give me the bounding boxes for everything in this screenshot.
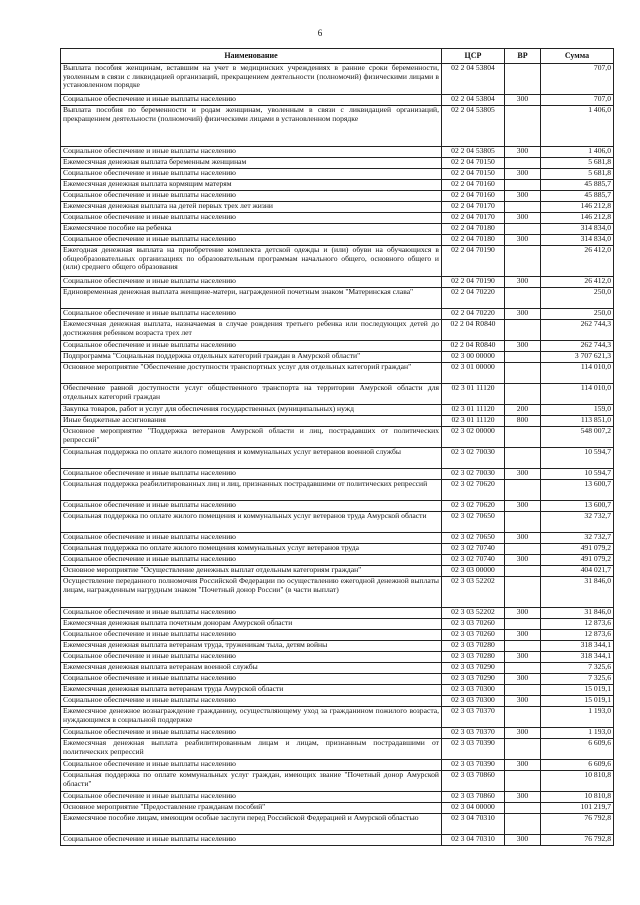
row-csr: 02 3 03 70280 (442, 641, 505, 652)
table-row (61, 363, 614, 384)
row-vr (505, 739, 541, 760)
row-name: Социальное обеспечение и иные выплаты населению (61, 835, 442, 846)
budget-table (60, 48, 614, 846)
row-name: Основное мероприятие "Поддержка ветеранов Амурской области и лиц, пострадавших от политических репрессий" (61, 427, 442, 448)
table-row (61, 147, 614, 158)
row-vr: 300 (505, 835, 541, 846)
row-csr: 02 2 04 70190 (442, 277, 505, 288)
row-name: Социальное обеспечение и иные выплаты населению (61, 277, 442, 288)
row-csr: 02 3 03 52202 (442, 608, 505, 619)
row-csr: 02 3 04 00000 (442, 803, 505, 814)
row-vr (505, 288, 541, 309)
row-name: Социальное обеспечение и иные выплаты населению (61, 674, 442, 685)
row-sum: 250,0 (541, 309, 614, 320)
table-row (61, 106, 614, 147)
row-csr: 02 2 04 70190 (442, 246, 505, 277)
row-sum: 15 019,1 (541, 696, 614, 707)
table-row (61, 277, 614, 288)
header-vr: ВР (505, 49, 541, 64)
row-vr: 200 (505, 405, 541, 416)
row-vr (505, 320, 541, 341)
row-name: Социальное обеспечение и иные выплаты населению (61, 630, 442, 641)
table-row (61, 533, 614, 544)
row-sum: 7 325,6 (541, 663, 614, 674)
row-csr: 02 3 03 70280 (442, 652, 505, 663)
row-sum: 1 406,0 (541, 106, 614, 147)
row-name: Ежемесячная денежная выплата почетным донорам Амурской области (61, 619, 442, 630)
row-csr: 02 2 04 70160 (442, 180, 505, 191)
row-sum: 10 810,8 (541, 771, 614, 792)
row-sum: 13 600,7 (541, 480, 614, 501)
row-vr (505, 352, 541, 363)
row-vr (505, 619, 541, 630)
table-row (61, 771, 614, 792)
row-sum: 1 406,0 (541, 147, 614, 158)
row-name: Социальное обеспечение и иные выплаты населению (61, 469, 442, 480)
row-vr: 300 (505, 760, 541, 771)
row-csr: 02 2 04 70180 (442, 224, 505, 235)
row-name: Осуществление переданного полномочия Российской Федерации по осуществлению ежегодной денежной выплаты лицам, награжденным нагрудным знаком "Почетный донор России" (в части выплат) (61, 577, 442, 608)
table-row (61, 707, 614, 728)
row-csr: 02 2 04 70150 (442, 158, 505, 169)
row-sum: 250,0 (541, 288, 614, 309)
table-row (61, 630, 614, 641)
row-name: Социальное обеспечение и иные выплаты населению (61, 147, 442, 158)
row-name: Социальное обеспечение и иные выплаты населению (61, 652, 442, 663)
row-vr: 300 (505, 630, 541, 641)
table-row (61, 803, 614, 814)
row-sum: 45 885,7 (541, 191, 614, 202)
row-vr (505, 384, 541, 405)
row-vr: 300 (505, 235, 541, 246)
table-row (61, 309, 614, 320)
row-csr: 02 3 04 70310 (442, 835, 505, 846)
row-name: Социальное обеспечение и иные выплаты населению (61, 235, 442, 246)
table-row (61, 480, 614, 501)
row-name: Ежегодная денежная выплата на приобретение комплекта детской одежды и (или) обуви на обучающихся в общеобразовательных организациях по образовательным программам начального общего, основного общего и (или) среднего общего образования (61, 246, 442, 277)
table-row (61, 169, 614, 180)
row-sum: 10 810,8 (541, 792, 614, 803)
row-vr: 300 (505, 674, 541, 685)
row-csr: 02 2 04 70170 (442, 213, 505, 224)
table-row (61, 555, 614, 566)
row-sum: 26 412,0 (541, 246, 614, 277)
row-vr: 300 (505, 533, 541, 544)
row-name: Социальная поддержка реабилитированных лиц и лиц, признанных пострадавшими от политических репрессий (61, 480, 442, 501)
row-sum: 31 846,0 (541, 577, 614, 608)
table-row (61, 64, 614, 95)
row-sum: 491 079,2 (541, 555, 614, 566)
row-vr (505, 663, 541, 674)
table-row (61, 180, 614, 191)
row-csr: 02 2 04 R0840 (442, 341, 505, 352)
row-name: Социальное обеспечение и иные выплаты населению (61, 608, 442, 619)
row-csr: 02 3 02 70030 (442, 448, 505, 469)
row-name: Социальное обеспечение и иные выплаты населению (61, 555, 442, 566)
row-sum: 114 010,0 (541, 363, 614, 384)
table-row (61, 384, 614, 405)
row-sum: 318 344,1 (541, 641, 614, 652)
row-sum: 32 732,7 (541, 533, 614, 544)
table-row (61, 577, 614, 608)
row-csr: 02 3 04 70310 (442, 814, 505, 835)
row-name: Ежемесячная денежная выплата ветеранам труда Амурской области (61, 685, 442, 696)
row-vr: 300 (505, 469, 541, 480)
row-name: Социальное обеспечение и иные выплаты населению (61, 309, 442, 320)
table-row (61, 416, 614, 427)
row-name: Выплата пособия женщинам, вставшим на учет в медицинских учреждениях в ранние сроки беременности, уволенным в связи с ликвидацией организаций, прекращением деятельности (полномочий) физическими лицами в установленном порядке (61, 64, 442, 95)
row-sum: 101 219,7 (541, 803, 614, 814)
row-csr: 02 2 04 70180 (442, 235, 505, 246)
row-name: Социальное обеспечение и иные выплаты населению (61, 792, 442, 803)
row-name: Социальная поддержка по оплате коммунальных услуг граждан, имеющих звание "Почетный донор Амурской области" (61, 771, 442, 792)
row-name: Ежемесячная денежная выплата ветеранам военной службы (61, 663, 442, 674)
row-csr: 02 3 00 00000 (442, 352, 505, 363)
row-vr: 300 (505, 213, 541, 224)
row-sum: 113 851,0 (541, 416, 614, 427)
row-vr (505, 577, 541, 608)
table-row (61, 728, 614, 739)
table-row (61, 501, 614, 512)
row-name: Социальное обеспечение и иные выплаты населению (61, 728, 442, 739)
row-name: Социальное обеспечение и иные выплаты населению (61, 696, 442, 707)
row-sum: 26 412,0 (541, 277, 614, 288)
row-name: Социальное обеспечение и иные выплаты населению (61, 533, 442, 544)
row-vr: 300 (505, 652, 541, 663)
row-name: Основное мероприятие "Осуществление денежных выплат отдельным категориям граждан" (61, 566, 442, 577)
row-sum: 491 079,2 (541, 544, 614, 555)
row-vr: 800 (505, 416, 541, 427)
row-vr: 300 (505, 501, 541, 512)
row-vr (505, 158, 541, 169)
row-sum: 15 019,1 (541, 685, 614, 696)
row-csr: 02 2 04 53804 (442, 95, 505, 106)
row-csr: 02 3 03 70290 (442, 674, 505, 685)
table-row (61, 405, 614, 416)
row-name: Социальное обеспечение и иные выплаты населению (61, 95, 442, 106)
row-csr: 02 2 04 70220 (442, 288, 505, 309)
row-name: Ежемесячная денежная выплата кормящим матерям (61, 180, 442, 191)
row-vr (505, 771, 541, 792)
row-name: Основное мероприятие "Обеспечение доступности транспортных услуг для отдельных категорий граждан" (61, 363, 442, 384)
row-csr: 02 3 03 70860 (442, 792, 505, 803)
row-vr: 300 (505, 147, 541, 158)
row-vr (505, 803, 541, 814)
row-csr: 02 3 02 70650 (442, 512, 505, 533)
row-sum: 314 834,0 (541, 235, 614, 246)
row-sum: 318 344,1 (541, 652, 614, 663)
row-vr: 300 (505, 555, 541, 566)
row-name: Социальная поддержка по оплате жилого помещения и коммунальных услуг ветеранов труда Амурской области (61, 512, 442, 533)
row-sum: 10 594,7 (541, 448, 614, 469)
row-vr (505, 707, 541, 728)
row-name: Ежемесячная денежная выплата ветеранам труда, труженикам тыла, детям войны (61, 641, 442, 652)
table-row (61, 641, 614, 652)
header-name: Наименование (61, 49, 442, 64)
row-sum: 1 193,0 (541, 728, 614, 739)
row-sum: 1 193,0 (541, 707, 614, 728)
row-csr: 02 3 03 70300 (442, 685, 505, 696)
row-csr: 02 3 01 11120 (442, 416, 505, 427)
row-name: Социальная поддержка по оплате жилого помещения и коммунальных услуг ветеранов военной службы (61, 448, 442, 469)
row-sum: 7 325,6 (541, 674, 614, 685)
table-row (61, 739, 614, 760)
row-vr: 300 (505, 309, 541, 320)
row-name: Обеспечение равной доступности услуг общественного транспорта на территории Амурской области для отдельных категорий граждан (61, 384, 442, 405)
table-row (61, 288, 614, 309)
row-name: Социальное обеспечение и иные выплаты населению (61, 760, 442, 771)
row-sum: 6 609,6 (541, 739, 614, 760)
row-vr: 300 (505, 728, 541, 739)
row-name: Ежемесячное пособие на ребенка (61, 224, 442, 235)
row-vr: 300 (505, 792, 541, 803)
row-csr: 02 2 04 53804 (442, 64, 505, 95)
table-row (61, 835, 614, 846)
row-vr: 300 (505, 341, 541, 352)
table-row (61, 158, 614, 169)
row-csr: 02 3 02 70620 (442, 480, 505, 501)
row-name: Социальное обеспечение и иные выплаты населению (61, 169, 442, 180)
row-vr: 300 (505, 277, 541, 288)
row-sum: 31 846,0 (541, 608, 614, 619)
row-name: Ежемесячная денежная выплата, назначаемая в случае рождения третьего ребенка или последующих детей до достижения ребенком возраста трех лет (61, 320, 442, 341)
row-name: Социальное обеспечение и иные выплаты населению (61, 213, 442, 224)
row-csr: 02 2 04 R0840 (442, 320, 505, 341)
table-row (61, 352, 614, 363)
row-name: Единовременная денежная выплата женщине-матери, награжденной почетным знаком "Материнская слава" (61, 288, 442, 309)
row-sum: 146 212,8 (541, 213, 614, 224)
row-vr (505, 202, 541, 213)
row-vr (505, 512, 541, 533)
row-name: Основное мероприятие "Предоставление гражданам пособий" (61, 803, 442, 814)
row-vr: 300 (505, 169, 541, 180)
row-name: Ежемесячное денежное вознаграждение гражданину, осуществляющему уход за гражданином пожилого возраста, нуждающимся в социальной поддержке (61, 707, 442, 728)
row-vr (505, 566, 541, 577)
row-name: Социальное обеспечение и иные выплаты населению (61, 191, 442, 202)
row-csr: 02 3 03 70290 (442, 663, 505, 674)
row-name: Ежемесячное пособие лицам, имеющим особые заслуги перед Российской Федерацией и Амурской областью (61, 814, 442, 835)
row-csr: 02 3 03 70370 (442, 707, 505, 728)
row-sum: 146 212,8 (541, 202, 614, 213)
row-csr: 02 3 02 70740 (442, 555, 505, 566)
table-row (61, 696, 614, 707)
table-row (61, 320, 614, 341)
table-row (61, 674, 614, 685)
row-name: Социальное обеспечение и иные выплаты населению (61, 501, 442, 512)
row-csr: 02 3 02 70620 (442, 501, 505, 512)
row-vr (505, 363, 541, 384)
row-csr: 02 3 03 52202 (442, 577, 505, 608)
table-row (61, 608, 614, 619)
row-vr (505, 106, 541, 147)
table-row (61, 235, 614, 246)
table-row (61, 246, 614, 277)
row-vr (505, 480, 541, 501)
table-row (61, 427, 614, 448)
row-csr: 02 3 01 11120 (442, 384, 505, 405)
row-sum: 314 834,0 (541, 224, 614, 235)
row-sum: 262 744,3 (541, 341, 614, 352)
row-sum: 707,0 (541, 95, 614, 106)
row-csr: 02 3 01 11120 (442, 405, 505, 416)
row-name: Иные бюджетные ассигнования (61, 416, 442, 427)
row-sum: 32 732,7 (541, 512, 614, 533)
row-name: Социальное обеспечение и иные выплаты населению (61, 341, 442, 352)
row-name: Подпрограмма "Социальная поддержка отдельных категорий граждан в Амурской области" (61, 352, 442, 363)
row-csr: 02 3 03 70260 (442, 630, 505, 641)
table-row (61, 792, 614, 803)
row-vr (505, 685, 541, 696)
row-sum: 13 600,7 (541, 501, 614, 512)
row-csr: 02 3 03 70370 (442, 728, 505, 739)
row-vr: 300 (505, 191, 541, 202)
row-sum: 12 873,6 (541, 619, 614, 630)
row-csr: 02 2 04 53805 (442, 147, 505, 158)
row-vr (505, 814, 541, 835)
row-csr: 02 3 02 70030 (442, 469, 505, 480)
row-sum: 76 792,8 (541, 814, 614, 835)
row-sum: 45 885,7 (541, 180, 614, 191)
table-row (61, 213, 614, 224)
table-row (61, 619, 614, 630)
row-vr (505, 427, 541, 448)
row-name: Социальная поддержка по оплате жилого помещения коммунальных услуг ветеранов труда (61, 544, 442, 555)
table-row (61, 191, 614, 202)
row-csr: 02 3 03 00000 (442, 566, 505, 577)
row-sum: 3 707 621,3 (541, 352, 614, 363)
table-row (61, 566, 614, 577)
table-row (61, 202, 614, 213)
row-sum: 159,0 (541, 405, 614, 416)
row-vr (505, 64, 541, 95)
row-csr: 02 2 04 70160 (442, 191, 505, 202)
row-vr (505, 224, 541, 235)
row-vr (505, 641, 541, 652)
row-name: Закупка товаров, работ и услуг для обеспечения государственных (муниципальных) нужд (61, 405, 442, 416)
row-sum: 404 021,7 (541, 566, 614, 577)
header-csr: ЦСР (442, 49, 505, 64)
row-sum: 76 792,8 (541, 835, 614, 846)
table-row (61, 544, 614, 555)
row-sum: 262 744,3 (541, 320, 614, 341)
row-sum: 707,0 (541, 64, 614, 95)
row-vr (505, 246, 541, 277)
row-csr: 02 3 03 70390 (442, 739, 505, 760)
header-sum: Сумма (541, 49, 614, 64)
row-csr: 02 3 03 70860 (442, 771, 505, 792)
table-row (61, 652, 614, 663)
row-sum: 10 594,7 (541, 469, 614, 480)
row-csr: 02 3 03 70390 (442, 760, 505, 771)
row-csr: 02 3 02 70740 (442, 544, 505, 555)
row-csr: 02 3 03 70260 (442, 619, 505, 630)
row-vr: 300 (505, 608, 541, 619)
table-header-row (61, 49, 614, 64)
row-sum: 5 681,8 (541, 158, 614, 169)
table-row (61, 341, 614, 352)
table-row (61, 663, 614, 674)
table-row (61, 512, 614, 533)
row-csr: 02 2 04 70220 (442, 309, 505, 320)
row-vr (505, 448, 541, 469)
row-csr: 02 2 04 70170 (442, 202, 505, 213)
row-name: Ежемесячная денежная выплата беременным женщинам (61, 158, 442, 169)
row-csr: 02 3 01 00000 (442, 363, 505, 384)
page-number: 6 (317, 28, 323, 38)
row-vr (505, 180, 541, 191)
row-name: Ежемесячная денежная выплата на детей первых трех лет жизни (61, 202, 442, 213)
row-csr: 02 2 04 70150 (442, 169, 505, 180)
row-csr: 02 2 04 53805 (442, 106, 505, 147)
table-row (61, 814, 614, 835)
row-sum: 12 873,6 (541, 630, 614, 641)
row-sum: 548 007,2 (541, 427, 614, 448)
row-csr: 02 3 03 70300 (442, 696, 505, 707)
table-row (61, 448, 614, 469)
row-vr: 300 (505, 95, 541, 106)
row-csr: 02 3 02 70650 (442, 533, 505, 544)
row-sum: 114 010,0 (541, 384, 614, 405)
row-sum: 6 609,6 (541, 760, 614, 771)
table-row (61, 95, 614, 106)
table-row (61, 224, 614, 235)
table-row (61, 685, 614, 696)
row-name: Выплата пособия по беременности и родам женщинам, уволенным в связи с ликвидацией организаций, прекращением деятельности (полномочий) физическими лицами в установленном порядке (61, 106, 442, 147)
row-vr (505, 544, 541, 555)
row-name: Ежемесячная денежная выплата реабилитированным лицам и лицам, признанным пострадавшими от политических репрессий (61, 739, 442, 760)
row-vr: 300 (505, 696, 541, 707)
row-sum: 5 681,8 (541, 169, 614, 180)
table-row (61, 469, 614, 480)
row-csr: 02 3 02 00000 (442, 427, 505, 448)
table-row (61, 760, 614, 771)
